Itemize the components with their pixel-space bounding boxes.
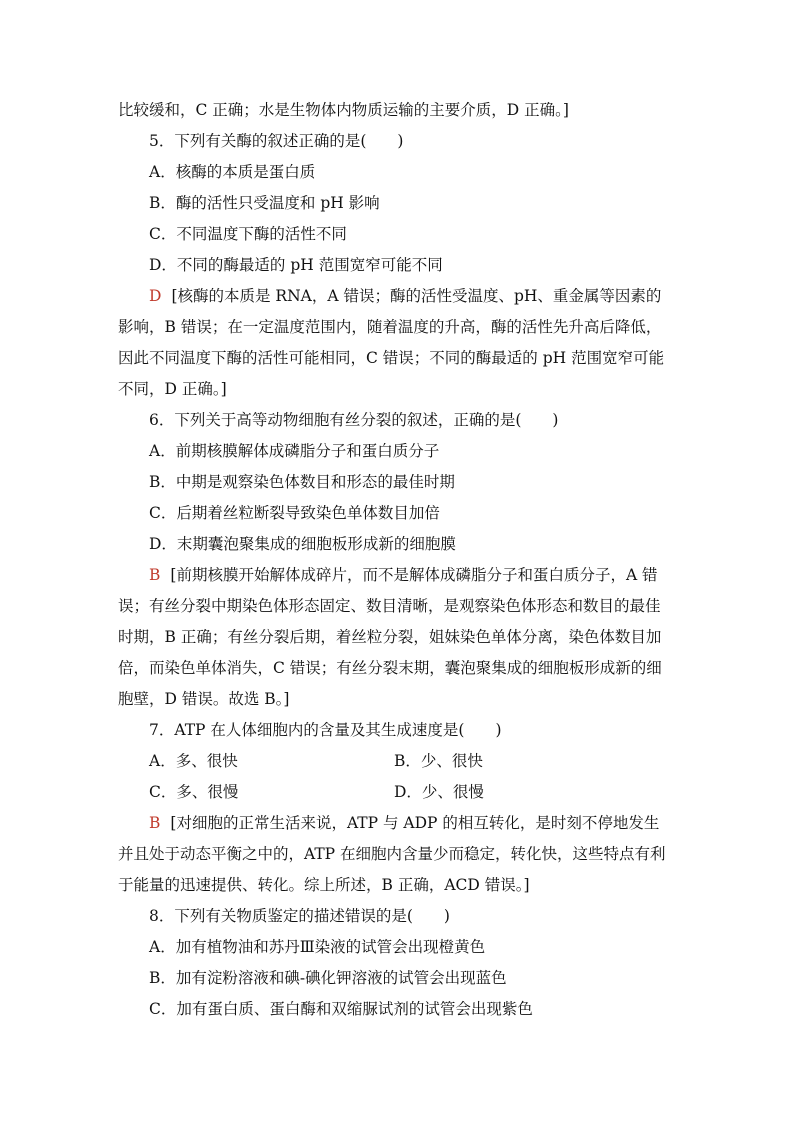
line-text: D．不同的酶最适的 pH 范围宽窄可能不同 [149, 256, 443, 274]
answer-line [118, 808, 680, 839]
line-text: C．不同温度下酶的活性不同 [149, 225, 347, 243]
text-line [118, 591, 680, 622]
line-text: B．加有淀粉溶液和碘-碘化钾溶液的试管会出现蓝色 [149, 969, 507, 987]
text-line [118, 374, 680, 405]
text-line [118, 126, 680, 157]
text-line [118, 498, 680, 529]
line-text: 7．ATP 在人体细胞内的含量及其生成速度是( ) [149, 721, 502, 739]
option-cell: A．多、很快 [149, 752, 238, 770]
line-text: A．核酶的本质是蛋白质 [149, 163, 316, 181]
line-text: 误；有丝分裂中期染色体形态固定、数目清晰，是观察染色体形态和数目的最佳 [118, 597, 661, 615]
text-line [118, 963, 680, 994]
text-line [118, 653, 680, 684]
text-line [118, 932, 680, 963]
text-line [118, 219, 680, 250]
answer-line [118, 560, 680, 591]
line-text: 因此不同温度下酶的活性可能相同，C 错误；不同的酶最适的 pH 范围宽窄可能 [118, 349, 665, 367]
line-text: A．加有植物油和苏丹Ⅲ染液的试管会出现橙黄色 [149, 938, 486, 956]
line-text: [前期核膜开始解体成碎片，而不是解体成磷脂分子和蛋白质分子，A 错 [170, 566, 658, 584]
page-content [118, 95, 680, 1025]
line-text: C．后期着丝粒断裂导致染色单体数目加倍 [149, 504, 440, 522]
line-text: 倍，而染色单体消失，C 错误；有丝分裂末期，囊泡聚集成的细胞板形成新的细 [118, 659, 662, 677]
text-line [118, 870, 680, 901]
option-cell: C．多、很慢 [149, 783, 239, 801]
text-line [118, 157, 680, 188]
line-text: 6．下列关于高等动物细胞有丝分裂的叙述，正确的是( ) [149, 411, 559, 429]
answer-letter: D [149, 287, 162, 305]
line-text: 时期，B 正确；有丝分裂后期，着丝粒分裂，姐妹染色单体分离，染色体数目加 [118, 628, 662, 646]
text-line [118, 312, 680, 343]
text-line [118, 436, 680, 467]
answer-line [118, 281, 680, 312]
line-text: C．加有蛋白质、蛋白酶和双缩脲试剂的试管会出现紫色 [149, 1000, 533, 1018]
text-line [118, 95, 680, 126]
text-line [118, 467, 680, 498]
option-cell: B．少、很快 [394, 752, 483, 770]
line-text: B．酶的活性只受温度和 pH 影响 [149, 194, 380, 212]
text-line [118, 715, 680, 746]
line-text: 8．下列有关物质鉴定的描述错误的是( ) [149, 907, 450, 925]
text-line [118, 684, 680, 715]
option-cell: D．少、很慢 [394, 783, 484, 801]
line-text: 并且处于动态平衡之中的，ATP 在细胞内含量少而稳定，转化快，这些特点有利 [118, 845, 666, 863]
text-line [118, 901, 680, 932]
text-line [118, 777, 680, 808]
line-text: B．中期是观察染色体数目和形态的最佳时期 [149, 473, 455, 491]
text-line [118, 250, 680, 281]
text-line [118, 746, 680, 777]
text-line [118, 529, 680, 560]
text-line [118, 343, 680, 374]
line-text: 胞壁，D 错误。故选 B。] [118, 690, 290, 708]
line-text: 5．下列有关酶的叙述正确的是( ) [149, 132, 404, 150]
text-line [118, 405, 680, 436]
text-line [118, 622, 680, 653]
line-text: D．末期囊泡聚集成的细胞板形成新的细胞膜 [149, 535, 456, 553]
answer-letter: B [149, 814, 161, 832]
line-text: 不同，D 正确。] [118, 380, 227, 398]
line-text: 影响，B 错误；在一定温度范围内，随着温度的升高，酶的活性先升高后降低， [118, 318, 662, 336]
line-text: 比较缓和，C 正确；水是生物体内物质运输的主要介质，D 正确。] [118, 101, 569, 119]
line-text: 于能量的迅速提供、转化。综上所述，B 正确，ACD 错误。] [118, 876, 530, 894]
line-text: [核酶的本质是 RNA，A 错误；酶的活性受温度、pH、重金属等因素的 [171, 287, 662, 305]
text-line [118, 839, 680, 870]
answer-letter: B [149, 566, 161, 584]
line-text: [对细胞的正常生活来说，ATP 与 ADP 的相互转化，是时刻不停地发生 [170, 814, 660, 832]
text-line [118, 994, 680, 1025]
text-line [118, 188, 680, 219]
line-text: A．前期核膜解体成磷脂分子和蛋白质分子 [149, 442, 440, 460]
